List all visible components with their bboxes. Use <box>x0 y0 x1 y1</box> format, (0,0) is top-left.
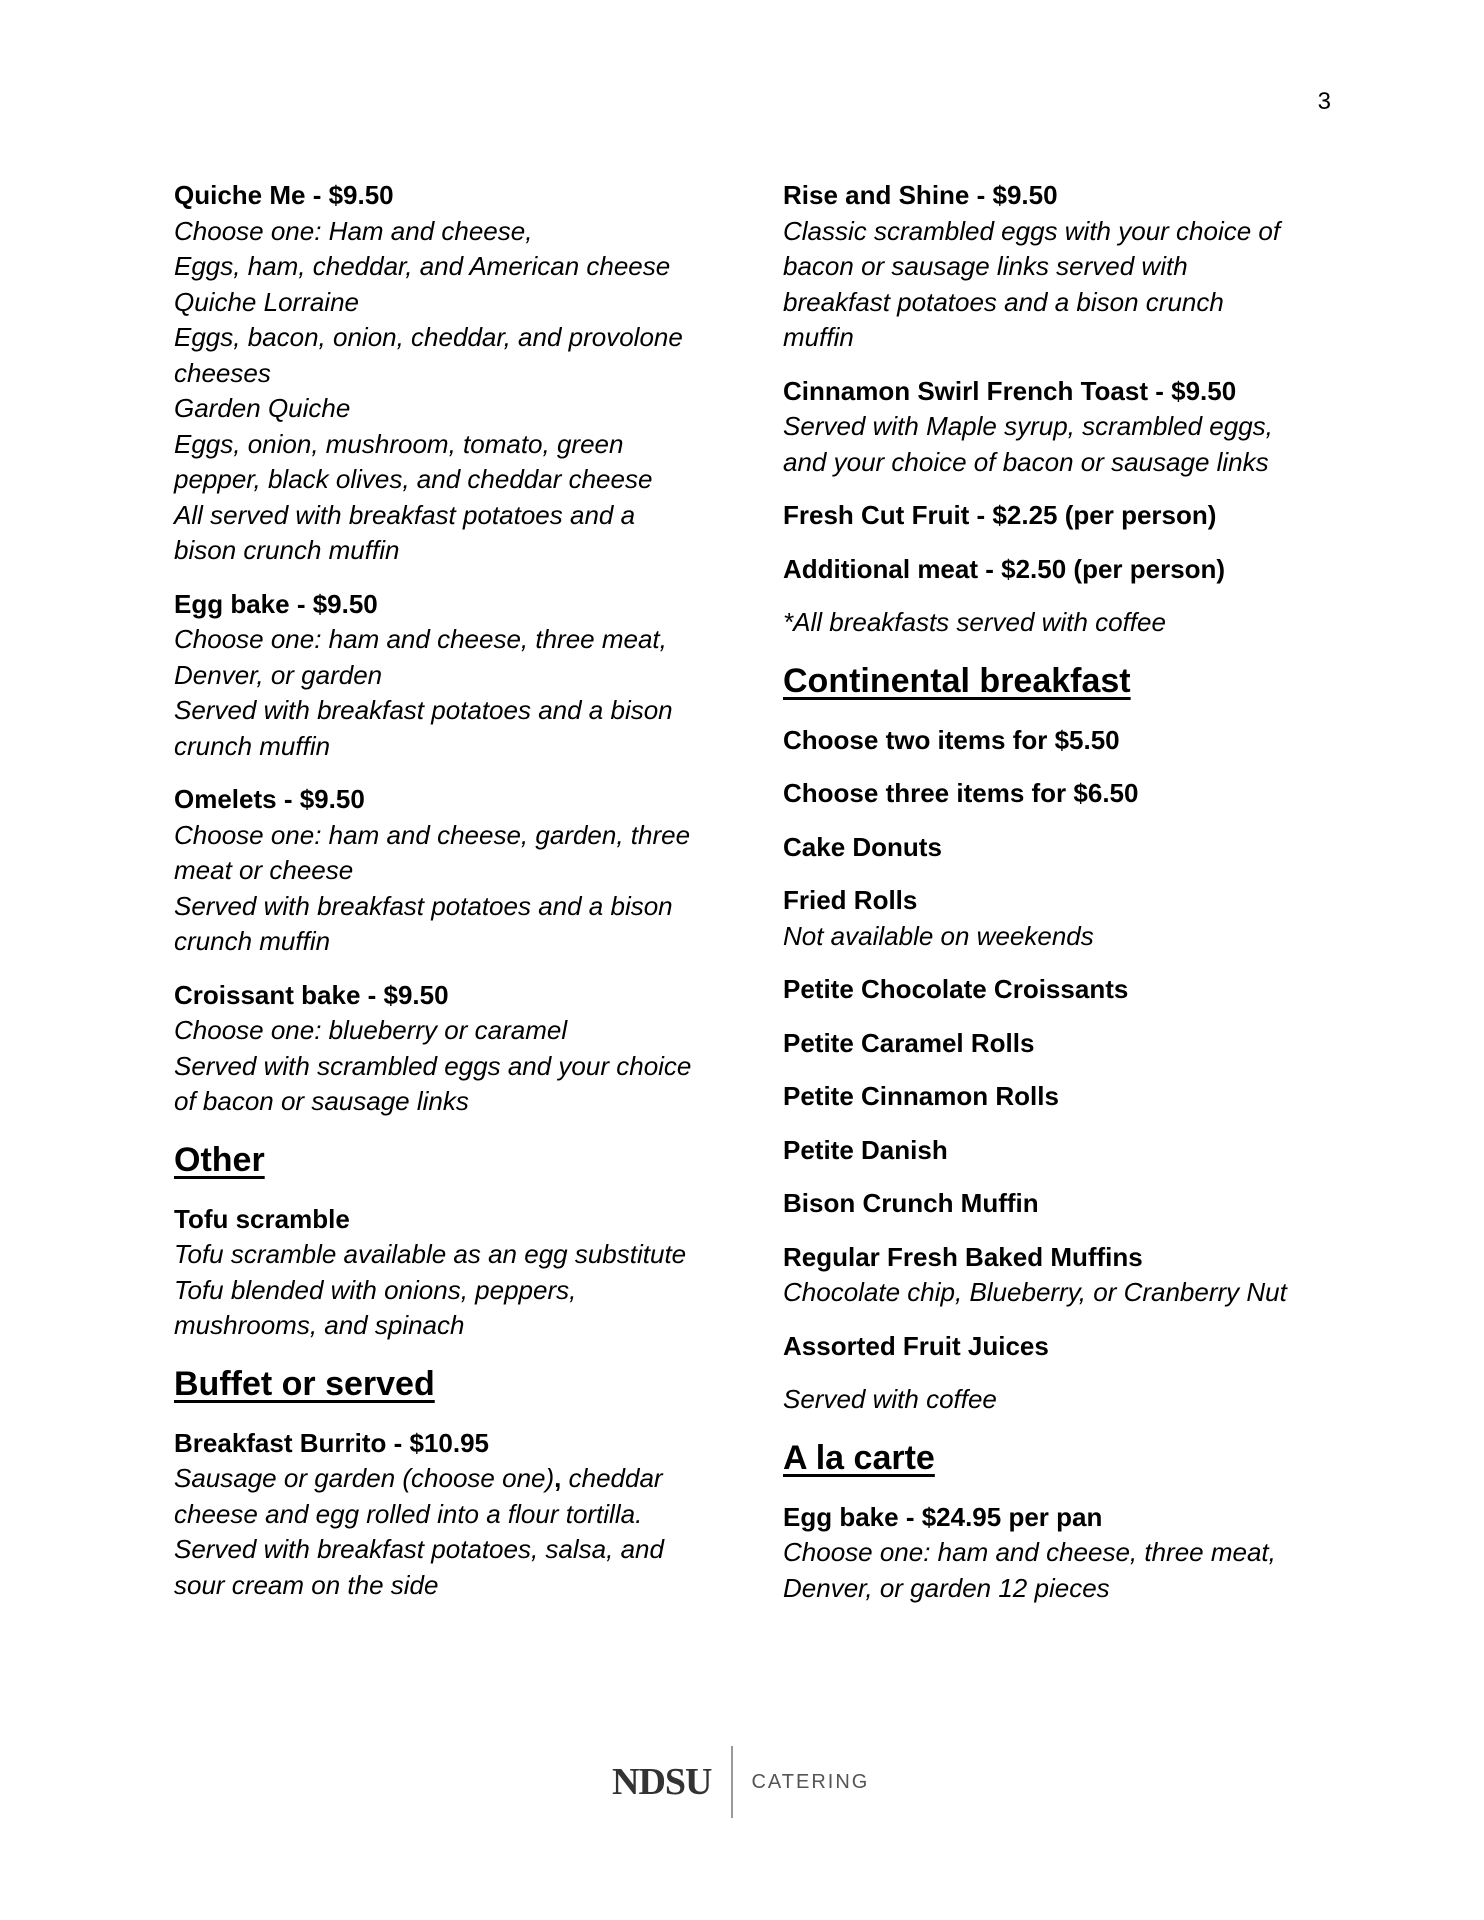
burrito-desc-part: cheddar <box>561 1463 663 1493</box>
item-desc: Served with scrambled eggs and your choice <box>174 1050 692 1081</box>
item-desc: Served with breakfast potatoes and a bison <box>174 695 673 725</box>
option-choose-two: Choose two items for $5.50 <box>783 724 1120 755</box>
item-desc: pepper, black olives, and cheddar cheese <box>174 464 653 494</box>
right-column <box>783 178 1343 1624</box>
item-desc: crunch muffin <box>174 926 331 956</box>
item-desc: and your choice of bacon or sausage links <box>783 446 1269 477</box>
menu-item-quiche <box>174 178 734 569</box>
item-title: Cinnamon Swirl French Toast - $9.50 <box>783 375 1237 406</box>
menu-item-bison-muffin: Bison Crunch Muffin <box>783 1188 1039 1218</box>
item-desc: Eggs, bacon, onion, cheddar, and provolone <box>174 322 683 352</box>
menu-item-omelets <box>174 782 734 960</box>
item-desc: breakfast potatoes and a bison crunch <box>783 286 1224 317</box>
item-desc: cheeses <box>174 357 271 388</box>
item-desc: Served with breakfast potatoes, salsa, and <box>174 1534 664 1564</box>
item-desc: Chocolate chip, Blueberry, or Cranberry Nut <box>783 1277 1287 1307</box>
menu-item-caramel-rolls: Petite Caramel Rolls <box>783 1027 1035 1058</box>
left-column <box>174 178 734 1621</box>
section-heading-buffet: Buffet or served <box>174 1364 435 1403</box>
section-heading-other: Other <box>174 1140 265 1179</box>
item-desc: Eggs, ham, cheddar, and American cheese <box>174 251 671 281</box>
menu-item-fresh-fruit: Fresh Cut Fruit - $2.25 (per person) <box>783 500 1217 530</box>
item-title: Fried Rolls <box>783 885 918 915</box>
item-desc: Served with breakfast potatoes and a bison <box>174 890 673 921</box>
ndsu-logo-text: NDSU <box>612 1761 712 1803</box>
burrito-desc-part: Sausage or garden (choose one) <box>174 1463 555 1493</box>
menu-item-regular-muffins <box>783 1240 1343 1311</box>
item-title: Omelets - $9.50 <box>174 784 365 814</box>
footer-logo <box>612 1746 869 1818</box>
item-title: Egg bake - $9.50 <box>174 588 378 619</box>
item-desc: Choose one: Ham and cheese, <box>174 215 533 246</box>
item-title: Tofu scramble <box>174 1203 350 1234</box>
menu-item-rise-and-shine <box>783 178 1343 356</box>
menu-item-cinnamon-rolls: Petite Cinnamon Rolls <box>783 1081 1059 1111</box>
coffee-note: *All breakfasts served with coffee <box>783 607 1166 637</box>
item-title: Breakfast Burrito - $10.95 <box>174 1427 490 1458</box>
item-desc <box>174 1461 734 1497</box>
item-title: Rise and Shine - $9.50 <box>783 180 1058 210</box>
item-desc: Eggs, onion, mushroom, tomato, green <box>174 428 624 459</box>
item-desc: muffin <box>783 322 854 352</box>
item-desc: Tofu scramble available as an egg substitute <box>174 1239 687 1269</box>
item-desc: Choose one: ham and cheese, garden, three <box>174 819 691 850</box>
item-desc: mushrooms, and spinach <box>174 1310 465 1340</box>
menu-item-croissant-bake <box>174 978 734 1120</box>
menu-item-chocolate-croissants: Petite Chocolate Croissants <box>783 974 1129 1004</box>
item-desc: All served with breakfast potatoes and a <box>174 499 636 530</box>
item-desc: Quiche Lorraine <box>174 286 359 317</box>
item-title: Croissant bake - $9.50 <box>174 979 449 1010</box>
served-with-coffee-note: Served with coffee <box>783 1384 997 1414</box>
menu-item-french-toast <box>783 374 1343 481</box>
item-desc: Choose one: blueberry or caramel <box>174 1015 568 1045</box>
item-desc: Served with Maple syrup, scrambled eggs, <box>783 411 1273 441</box>
item-title: Egg bake - $24.95 per pan <box>783 1501 1103 1532</box>
item-desc: cheese and egg rolled into a flour tortilla. <box>174 1498 643 1529</box>
item-desc: Classic scrambled eggs with your choice of <box>783 215 1281 246</box>
item-desc: Tofu blended with onions, peppers, <box>174 1274 577 1305</box>
item-title: Quiche Me - $9.50 <box>174 180 394 210</box>
menu-item-fried-rolls <box>783 883 1343 954</box>
item-desc: Denver, or garden <box>174 659 383 690</box>
menu-item-additional-meat: Additional meat - $2.50 (per person) <box>783 553 1226 584</box>
menu-item-egg-bake <box>174 587 734 765</box>
option-choose-three: Choose three items for $6.50 <box>783 778 1139 808</box>
item-desc: meat or cheese <box>174 855 354 885</box>
page-number: 3 <box>1317 88 1331 115</box>
menu-item-tofu-scramble <box>174 1202 734 1344</box>
item-desc: crunch muffin <box>174 730 331 761</box>
burrito-desc-comma: , <box>554 1463 562 1493</box>
item-desc: Denver, or garden 12 pieces <box>783 1572 1110 1603</box>
item-title: Regular Fresh Baked Muffins <box>783 1241 1143 1272</box>
catering-logo-text: CATERING <box>751 1770 870 1793</box>
item-desc: bison crunch muffin <box>174 535 400 565</box>
logo-divider <box>731 1746 733 1818</box>
menu-item-fruit-juices: Assorted Fruit Juices <box>783 1330 1049 1361</box>
section-heading-continental: Continental breakfast <box>783 661 1131 700</box>
item-desc: of bacon or sausage links <box>174 1086 469 1116</box>
item-desc: Garden Quiche <box>174 393 351 423</box>
item-desc: bacon or sausage links served with <box>783 251 1188 281</box>
item-desc: Not available on weekends <box>783 920 1094 951</box>
item-desc: Choose one: ham and cheese, three meat, <box>174 624 667 654</box>
menu-item-egg-bake-pan <box>783 1500 1343 1607</box>
menu-item-breakfast-burrito <box>174 1426 734 1604</box>
item-desc: Choose one: ham and cheese, three meat, <box>783 1537 1276 1567</box>
item-desc: sour cream on the side <box>174 1569 439 1600</box>
section-heading-a-la-carte: A la carte <box>783 1438 935 1477</box>
menu-item-cake-donuts: Cake Donuts <box>783 831 942 862</box>
menu-item-danish: Petite Danish <box>783 1134 948 1165</box>
